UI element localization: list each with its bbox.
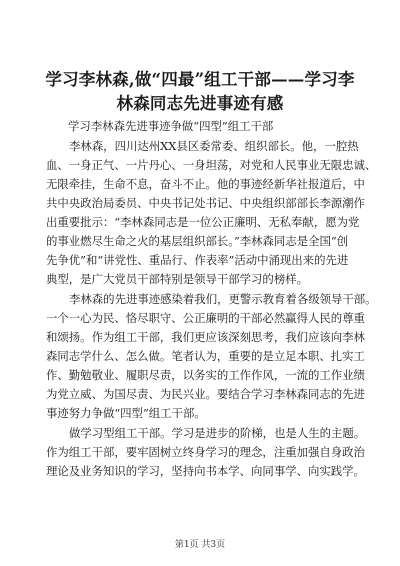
paragraph-line: 李林森，四川达州XX县区委常委、组织部长。他，一腔热	[69, 139, 359, 153]
paragraph-line: 的事业燃尽生命之火的基层组织部长。”李林森同志是全国“创	[46, 234, 349, 248]
paragraph-line: 做学习型组工干部。学习是进步的阶梯，也是人生的主题。	[69, 426, 366, 440]
paragraph-line: 作为组工干部，要牢固树立终身学习的理念，注重加强自身政治	[46, 445, 365, 459]
paragraph-line: 先争优”和“讲党性、重品行、作表率”活动中涌现出来的先进	[46, 253, 349, 267]
paragraph-line: 李林森的先进事迹感染着我们，更警示教育着各级领导干部。	[69, 292, 377, 306]
paragraph-line: 理论及业务知识的学习，坚持向书本学、向同事学、向实践学。	[46, 464, 365, 478]
document-title	[40, 68, 360, 116]
subtitle-line: 学习李林森先进事迹争做“四型”组工干部	[68, 119, 274, 133]
paragraph-line: 典型，是广大党员干部特别是领导干部学习的榜样。	[46, 272, 308, 286]
paragraph-line: 作、勤勉敬业、履职尽责，以务实的工作作风，一流的工作业绩	[46, 368, 365, 382]
paragraph-line: 共中央政治局委员、中央书记处书记、中央组织部部长李源潮作	[46, 196, 365, 210]
paragraph-line: 为党立威、为国尽责、为民兴业。要结合学习李林森同志的先进	[46, 387, 365, 401]
paragraph-line: 和颂扬。作为组工干部，我们更应该深刻思考，我们应该向李林	[46, 330, 365, 344]
paragraph-line: 事迹努力争做“四型”组工干部。	[46, 406, 206, 420]
paragraph-line: 血、一身正气、一片丹心、一身坦荡，对党和人民事业无限忠诚、	[46, 158, 377, 172]
document-body	[46, 117, 377, 481]
title-line-1: 学习李林森,做“四最”组工干部——学习李	[45, 70, 355, 89]
paragraph-line: 无限牵挂，生命不息，奋斗不止。他的事迹经新华社报道后，中	[46, 177, 365, 191]
paragraph-line: 森同志学什么、怎么做。笔者认为，重要的是立足本职、扎实工	[46, 349, 365, 363]
title-line-2: 林森同志先进事迹有感	[116, 94, 284, 113]
paragraph-line: 一个一心为民、恪尽职守、公正廉明的干部必然赢得人民的尊重	[46, 311, 365, 325]
paragraph-line: 出重要批示：“李林森同志是一位公正廉明、无私奉献，愿为党	[46, 215, 360, 229]
page-number-footer: 第1页 共3页	[174, 540, 226, 550]
